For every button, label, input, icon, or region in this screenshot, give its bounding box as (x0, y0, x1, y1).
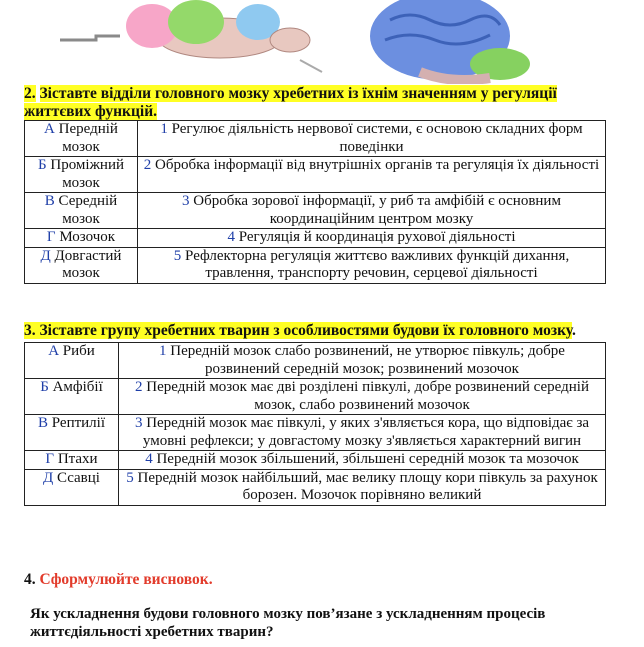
task4-question: Як ускладнення будови головного мозку пов’язане з ускладненням процесів життєдіяльності хребетних тварин? (30, 606, 546, 640)
right-cell (138, 121, 606, 157)
right-cell (119, 343, 606, 379)
row-letter: Б (40, 379, 49, 395)
row-term: Довгастий мозок (54, 247, 122, 281)
row-number: 3 (134, 415, 143, 431)
right-cell (119, 469, 606, 505)
row-letter: А (48, 343, 60, 359)
row-term: Рептилії (51, 415, 105, 431)
table-row (25, 193, 606, 229)
right-cell (119, 415, 606, 451)
left-cell (25, 451, 119, 470)
row-number: 2 (143, 157, 152, 173)
fish-brain-drawing (60, 0, 322, 72)
table-row (25, 415, 606, 451)
table-row (25, 121, 606, 157)
left-cell (25, 247, 138, 283)
left-cell (25, 379, 119, 415)
right-cell (138, 229, 606, 248)
right-cell (119, 451, 606, 470)
brain-illustrations (0, 0, 644, 84)
row-description: Рефлекторна регуляція життєво важливих функцій дихання, травлення, транспорту речовин, серцевої діяльності (185, 247, 570, 281)
left-cell (25, 343, 119, 379)
row-number: 1 (159, 343, 167, 359)
row-letter: Г (46, 229, 56, 245)
row-description: Передній мозок має півкулі, у яких з'являється кора, що відповідає за умовні рефлекси; у довгастому мозку з'являється характерний вигин (142, 415, 590, 449)
right-cell (138, 193, 606, 229)
task4-title: Сформулюйте висновок. (39, 571, 213, 588)
task3-title-end: . (572, 322, 576, 339)
row-term: Птахи (57, 451, 98, 467)
task3-heading (24, 322, 620, 340)
table-row (25, 343, 606, 379)
mammal-brain-drawing (370, 0, 530, 80)
row-description: Регулює діяльність нервової системи, є основою складних форм поведінки (171, 121, 583, 155)
row-number: 1 (160, 121, 168, 137)
left-cell (25, 415, 119, 451)
row-description: Обробка зорової інформації, у риб та амфібій є основним координаційним центром мозку (193, 193, 561, 227)
left-cell (25, 121, 138, 157)
row-description: Обробка інформації від внутрішніх органів та регуляція їх діяльності (155, 157, 600, 173)
table-row (25, 157, 606, 193)
right-cell (138, 157, 606, 193)
row-letter: В (38, 415, 49, 431)
row-description: Передній мозок найбільший, має велику площу кори півкуль за рахунок борозен. Мозочок порівняно великий (137, 469, 598, 503)
table-row (25, 229, 606, 248)
task3-title: Зіставте групу хребетних тварин з особливостями будови їх головного мозку (39, 322, 573, 339)
row-number: 4 (227, 229, 235, 245)
row-term: Проміжний мозок (50, 157, 125, 191)
left-cell (25, 229, 138, 248)
task4-heading (24, 571, 213, 589)
right-cell (119, 379, 606, 415)
task4-number: 4. (24, 571, 36, 588)
task3-table (24, 342, 606, 506)
row-description: Передній мозок збільшений, збільшені середній мозок та мозочок (156, 451, 579, 467)
row-number: 5 (126, 469, 134, 486)
table-row (25, 451, 606, 470)
right-cell (138, 247, 606, 283)
row-term: Мозочок (59, 229, 116, 245)
row-description: Передній мозок слабо розвинений, не утворює півкуль; добре розвинений середній мозок; розвинений мозочок (170, 343, 565, 377)
row-term: Риби (62, 343, 95, 359)
row-letter: Д (40, 247, 51, 264)
table-row (25, 469, 606, 505)
row-term: Ссавці (57, 469, 100, 486)
table-row (25, 379, 606, 415)
row-number: 5 (173, 247, 182, 264)
row-letter: В (44, 193, 55, 209)
left-cell (25, 469, 119, 505)
row-term: Середній мозок (58, 193, 118, 227)
row-number: 3 (182, 193, 190, 209)
row-number: 2 (135, 379, 143, 395)
row-letter: Г (45, 451, 55, 467)
task2-title: Зіставте відділи головного мозку хребетних із їхнім значенням у регуляції життєвих функцій. (24, 85, 557, 120)
task3-number: 3. (24, 322, 36, 339)
row-letter: Д (43, 469, 54, 486)
left-cell (25, 157, 138, 193)
row-letter: А (44, 121, 55, 137)
row-term: Амфібії (52, 379, 103, 395)
row-letter: Б (37, 157, 47, 173)
row-description: Передній мозок має дві розділені півкулі, добре розвинений середній мозок, слабо розвинений мозочок (146, 379, 589, 413)
row-term: Передній мозок (58, 121, 118, 155)
task2-heading (24, 85, 620, 121)
row-number: 4 (145, 451, 153, 467)
task2-table (24, 120, 606, 284)
table-row (25, 247, 606, 283)
row-description: Регуляція й координація рухової діяльності (238, 229, 516, 245)
left-cell (25, 193, 138, 229)
task2-number: 2. (24, 85, 36, 102)
